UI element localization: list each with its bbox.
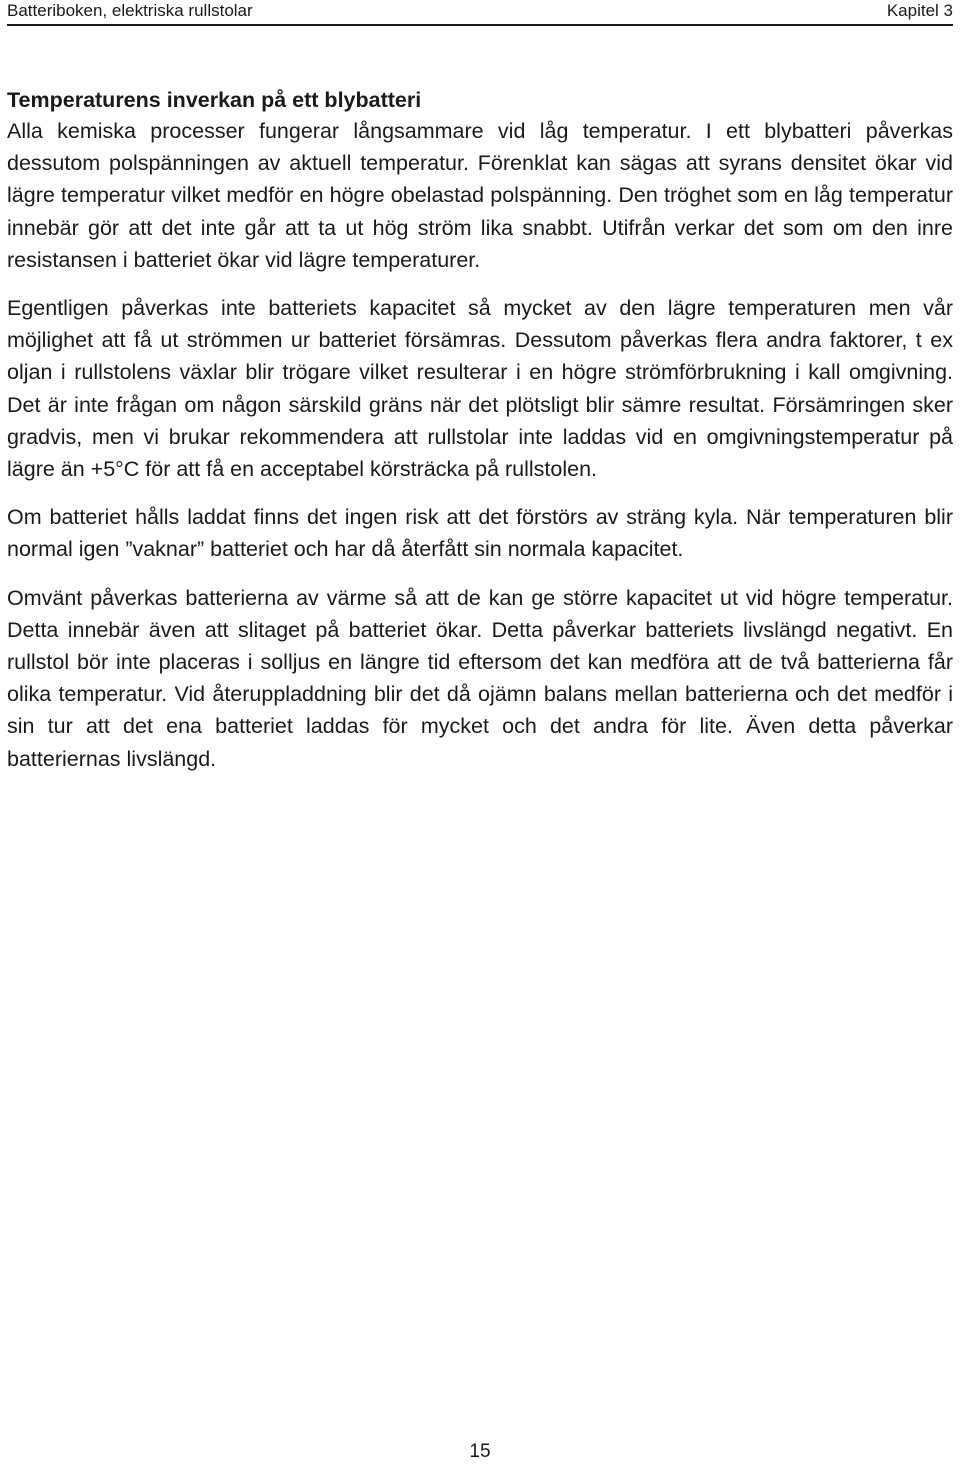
paragraph-3: Om batteriet hålls laddat finns det ingen risk att det förstörs av sträng kyla. När temperaturen blir normal igen ”vaknar” batteriet och har då återfått sin normala kapacitet. [7, 505, 953, 562]
page-content [7, 85, 953, 791]
document-title: Batteriboken, elektriska rullstolar [7, 1, 253, 20]
paragraph-2: Egentligen påverkas inte batteriets kapacitet så mycket av den lägre temperaturen men vår möjlighet att få ut strömmen ur batteriet försämras. Dessutom påverkas flera andra faktorer, t ex oljan i rullstolens växlar blir trögare vilket resulterar i en högre strömförbrukning i kall omgivning. Det är inte frågan om någon särskild gräns när det plötsligt blir sämre resultat. Försämringen sker gradvis, men vi brukar rekommendera att rullstolar inte laddas vid en omgivningstemperatur på lägre än +5°C för att få en acceptabel körsträcka på rullstolen. [7, 296, 953, 482]
paragraph-1: Alla kemiska processer fungerar långsammare vid låg temperatur. I ett blybatteri påverkas dessutom polspänningen av aktuell temperatur. Förenklat kan sägas att syrans densitet ökar vid lägre temperatur vilket medför en högre obelastad polspänning. Den tröghet som en låg temperatur innebär gör att det inte går att ta ut hög ström lika snabbt. Utifrån verkar det som om den inre resistansen i batteriet ökar vid lägre temperaturer. [7, 119, 953, 272]
page-number: 15 [469, 1441, 491, 1462]
section-heading: Temperaturens inverkan på ett blybatteri [7, 88, 422, 112]
chapter-label: Kapitel 3 [886, 1, 953, 20]
running-header [7, 0, 953, 26]
paragraph-4: Omvänt påverkas batterierna av värme så att de kan ge större kapacitet ut vid högre temperatur. Detta innebär även att slitaget på batteriet ökar. Detta påverkar batteriets livslängd negativt. En rullstol bör inte placeras i solljus en längre tid eftersom det kan medföra att de två batterierna får olika temperatur. Vid återuppladdning blir det då ojämn balans mellan batterierna och det medför i sin tur att det ena batteriet laddas för mycket och det andra för lite. Även detta påverkar batteriernas livslängd. [7, 585, 953, 771]
